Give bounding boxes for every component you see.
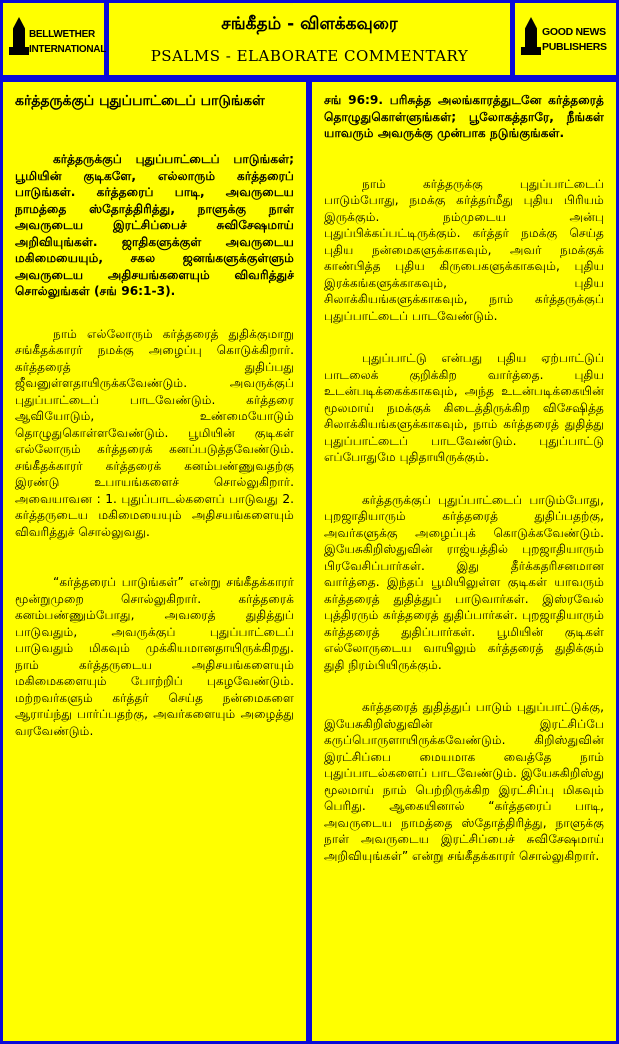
logo-left-line-2: INTERNATIONAL [29,44,107,55]
title-tamil: சங்கீதம் - விளக்கவுரை [221,14,398,34]
commentary-paragraph: கர்த்தருக்குப் புதுப்பாட்டைப் பாடும்போது, புறஜாதியாரும் கர்த்தரைத் துதிப்பதற்கு, அவர்களுக்கு அழைப்புக் கொடுக்கவேண்டும். இயேசுகிறிஸ்துவின் ராஜ்யத்தில் புறஜாதியாரும் பிரவேசிப்பார்கள். இது தீர்க்கதரிசனமான வார்த்தை. இந்தப் பூமியிலுள்ள குடிகள் யாவரும் கர்த்தரைத் துதித்துப் பாடுவார்கள். இஸ்ரவேல் புத்திரரும் கர்த்தரைத் துதிப்பார்கள். புறஜாதியாரும் கர்த்தரைத் துதிப்பார்கள். பூமியின் குடிகள் எல்லோருடைய வாயிலும் கர்த்தரைத் துதிக்கும் துதி நிரம்பியிருக்கும். [324,492,604,672]
commentary-paragraph: நாம் எல்லோரும் கர்த்தரைத் துதிக்குமாறு சங்கீதக்காரர் நமக்கு அழைப்பு கொடுக்கிறார். கர்த்தரைத் துதிப்பது ஜீவனுள்ளதாயிருக்கவேண்டும். அவருக்குப் புதுப்பாட்டைப் பாடவேண்டும். கர்த்தரை ஆவியோடும், உண்மையோடும் தொழுதுகொள்ளவேண்டும். பூமியின் குடிகள் எல்லோரும் கர்த்தரைக் கனப்படுத்தவேண்டும். சங்கீதக்காரர் கர்த்தரைக் கனம்பண்ணுவதற்கு இரண்டு உபாயங்களைச் சொல்லுகிறார். அவையாவன : 1. புதுப்பாடல்களைப் பாடுவது 2. கர்த்தருடைய மகிமையையும் அதிசயங்களையும் விவரித்துச் சொல்லுவது. [15,326,294,539]
title-english: PSALMS - ELABORATE COMMENTARY [150,47,469,65]
logo-right-line-1: GOOD NEWS [542,26,606,38]
right-column [312,82,616,1041]
commentary-paragraph: புதுப்பாட்டு என்பது புதிய ஏற்பாட்டுப் பாடலைக் குறிக்கிற வார்த்தை. புதிய உடன்படிக்கைக்காகவும், அந்த உடன்படிக்கையின் மூலமாய் நமக்குக் கிடைத்திருக்கிற விசேஷித்த சிலாக்கியங்களுக்காகவும், நாம் கர்த்தரைத் துதித்து புதுப்பாட்டைப் பாடவேண்டும். புதுப்பாட்டு எப்போதுமே புதிதாயிருக்கும். [324,351,604,464]
commentary-paragraph: நாம் கர்த்தருக்கு புதுப்பாட்டைப் பாடும்போது, நமக்கு கர்த்தர்மீது புதிய பிரியம் இருக்கும். நம்முடைய அன்பு புதுப்பிக்கப்பட்டிருக்கும். கர்த்தர் நமக்கு செய்த புதிய நன்மைகளுக்காகவும், அவர் நமக்குக் காண்பித்த புதிய கிருபைகளுக்காகவும், புதிய இரக்கங்களுக்காகவும், புதிய சிலாக்கியங்களுக்காகவும், நாம் கர்த்தருக்குப் புதுப்பாட்டைப் பாடவேண்டும். [324,176,604,323]
logo-left-line-1: BELLWETHER [29,29,95,40]
goodnews-logo-base [521,47,541,55]
title-box [109,3,510,75]
section-heading: கர்த்தருக்குப் புதுப்பாட்டைப் பாடுங்கள் [15,93,265,109]
goodnews-logo [515,3,616,75]
commentary-paragraph: கர்த்தரைத் துதித்துப் பாடும் புதுப்பாட்டுக்கு, இயேசுகிறிஸ்துவின் இரட்சிப்பே கருப்பொருளாயிருக்கவேண்டும். கிறிஸ்துவின் இரட்சிப்பை மையமாக வைத்தே நாம் புதுப்பாடல்களைப் பாடவேண்டும். இயேசுகிறிஸ்து மூலமாய் நாம் பெற்றிருக்கிற இரட்சிப்பு மிகவும் பெரிது. ஆகையினால் “கர்த்தரைப் பாடி, அவருடைய நாமத்தை ஸ்தோத்திரித்து, நாளுக்கு நாள் அவருடைய இரட்சிப்பைச் சுவிசேஷமாய் அறிவியுங்கள்” என்று சங்கீதக்காரர் சொல்லுகிறார். [324,700,604,863]
goodnews-logo-box [515,3,616,75]
bellwether-logo-base [9,47,29,55]
logo-right-line-2: PUBLISHERS [542,41,607,53]
scripture-verse: கர்த்தருக்குப் புதுப்பாட்டைப் பாடுங்கள்; பூமியின் குடிகளே, எல்லாரும் கர்த்தரைப் பாடுங்கள். கர்த்தரைப் பாடி, அவருடைய நாமத்தை ஸ்தோத்திரித்து, நாளுக்கு நாள் அவருடைய இரட்சிப்பைச் சுவிசேஷமாய் அறிவியுங்கள். ஜாதிகளுக்குள் அவருடைய மகிமையையும், சகல ஜனங்களுக்குள்ளும் அவருடைய அதிசயங்களையும் விவரித்துச் சொல்லுங்கள் (சங் 96:1-3). [15,152,294,298]
bellwether-logo [3,3,107,75]
commentary-paragraph: “கர்த்தரைப் பாடுங்கள்” என்று சங்கீதக்காரர் மூன்றுமுறை சொல்லுகிறார். கர்த்தரைக் கனம்பண்ணும்போது, அவரைத் துதித்துப் பாடுவதும், அவருக்குப் புதுப்பாட்டைப் பாடுவதும் மிகவும் முக்கியமானதாயிருக்கிறது. நாம் கர்த்தருடைய அதிசயங்களையும் மகிமைகளையும் போற்றிப் புகழவேண்டும். மற்றவர்களும் கர்த்தர் செய்த நன்மைகளை ஆராய்ந்து பார்ப்பதற்கு, அவர்களையும் அழைத்து வரவேண்டும். [15,575,294,738]
left-column [3,82,306,1041]
bellwether-logo-box [3,3,107,75]
scripture-verse: சங் 96:9. பரிசுத்த அலங்காரத்துடனே கர்த்தரைத் தொழுதுகொள்ளுங்கள்; பூலோகத்தாரே, நீங்கள் யாவரும் அவருக்கு முன்பாக நடுங்குங்கள். [324,93,604,140]
